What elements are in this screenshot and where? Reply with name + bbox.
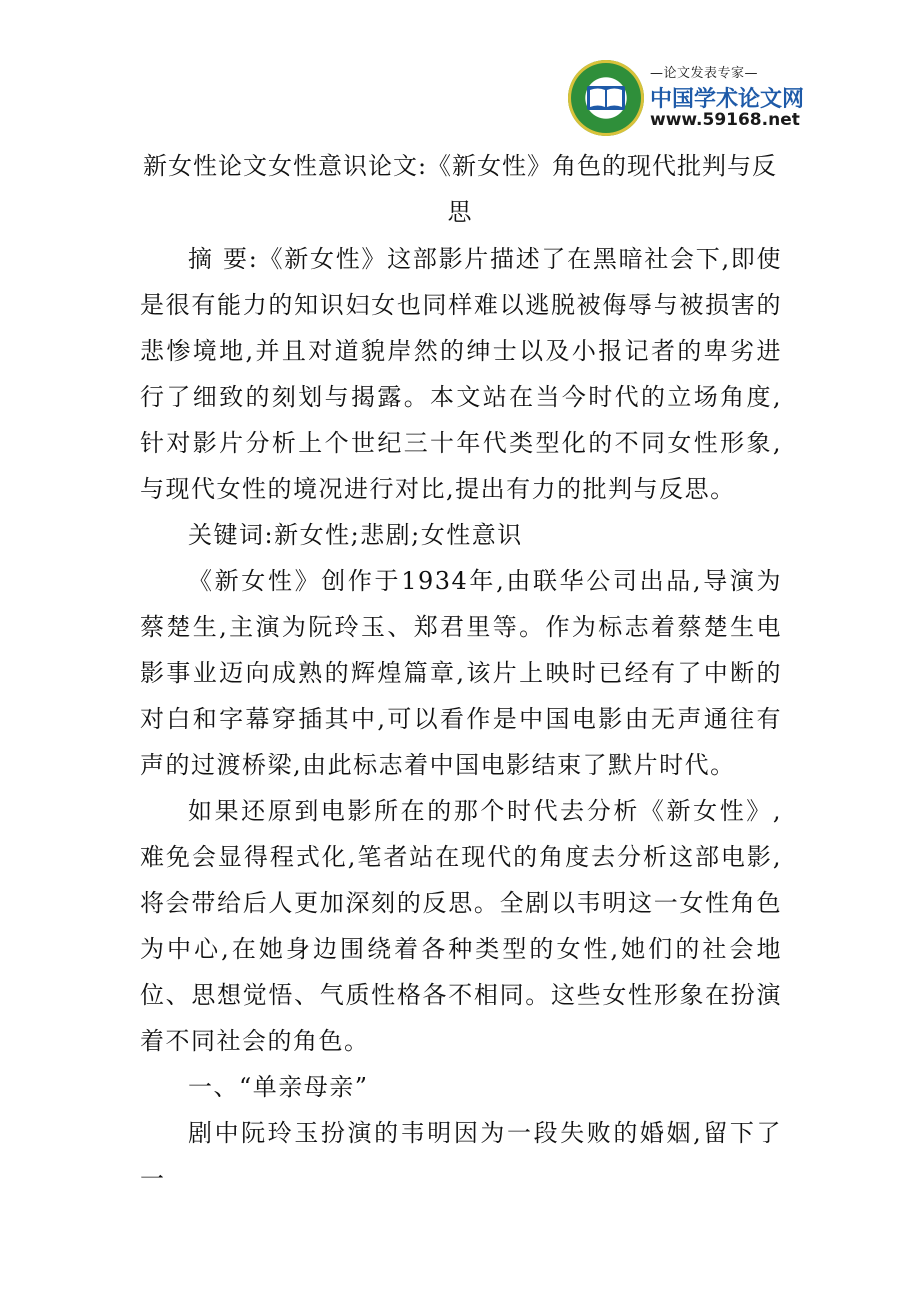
- logo-url: www.59168.net: [650, 110, 800, 130]
- body-paragraph: 如果还原到电影所在的那个时代去分析《新女性》,难免会显得程式化,笔者站在现代的角度去分析这部电影,将会带给后人更加深刻的反思。全剧以韦明这一女性角色为中心,在她身边围绕着各种类型的女性,她们的社会地位、思想觉悟、气质性格各不相同。这些女性形象在扮演着不同社会的角色。: [140, 797, 782, 1055]
- book-emblem-icon: [568, 60, 644, 136]
- document-body: [140, 236, 782, 1202]
- site-logo[interactable]: [568, 60, 805, 140]
- body-paragraph: 《新女性》创作于1934年,由联华公司出品,导演为蔡楚生,主演为阮玲玉、郑君里等。作为标志着蔡楚生电影事业迈向成熟的辉煌篇章,该片上映时已经有了中断的对白和字幕穿插其中,可以看作是中国电影由无声通往有声的过渡桥梁,由此标志着中国电影结束了默片时代。: [140, 567, 782, 779]
- logo-site-name: 中国学术论文网: [650, 87, 805, 112]
- section-heading: 一、“单亲母亲”: [188, 1073, 369, 1101]
- logo-tagline: —论文发表专家—: [650, 66, 759, 81]
- document-title: 新女性论文女性意识论文:《新女性》角色的现代批判与反思: [142, 152, 778, 226]
- keywords-paragraph: 关键词:新女性;悲剧;女性意识: [188, 521, 523, 549]
- abstract-paragraph: 摘 要:《新女性》这部影片描述了在黑暗社会下,即使是很有能力的知识妇女也同样难以逃脱被侮辱与被损害的悲惨境地,并且对道貌岸然的绅士以及小报记者的卑劣进行了细致的刻划与揭露。本文站在当今时代的立场角度,针对影片分析上个世纪三十年代类型化的不同女性形象,与现代女性的境况进行对比,提出有力的批判与反思。: [140, 245, 782, 503]
- body-paragraph: 剧中阮玲玉扮演的韦明因为一段失败的婚姻,留下了一: [140, 1119, 782, 1193]
